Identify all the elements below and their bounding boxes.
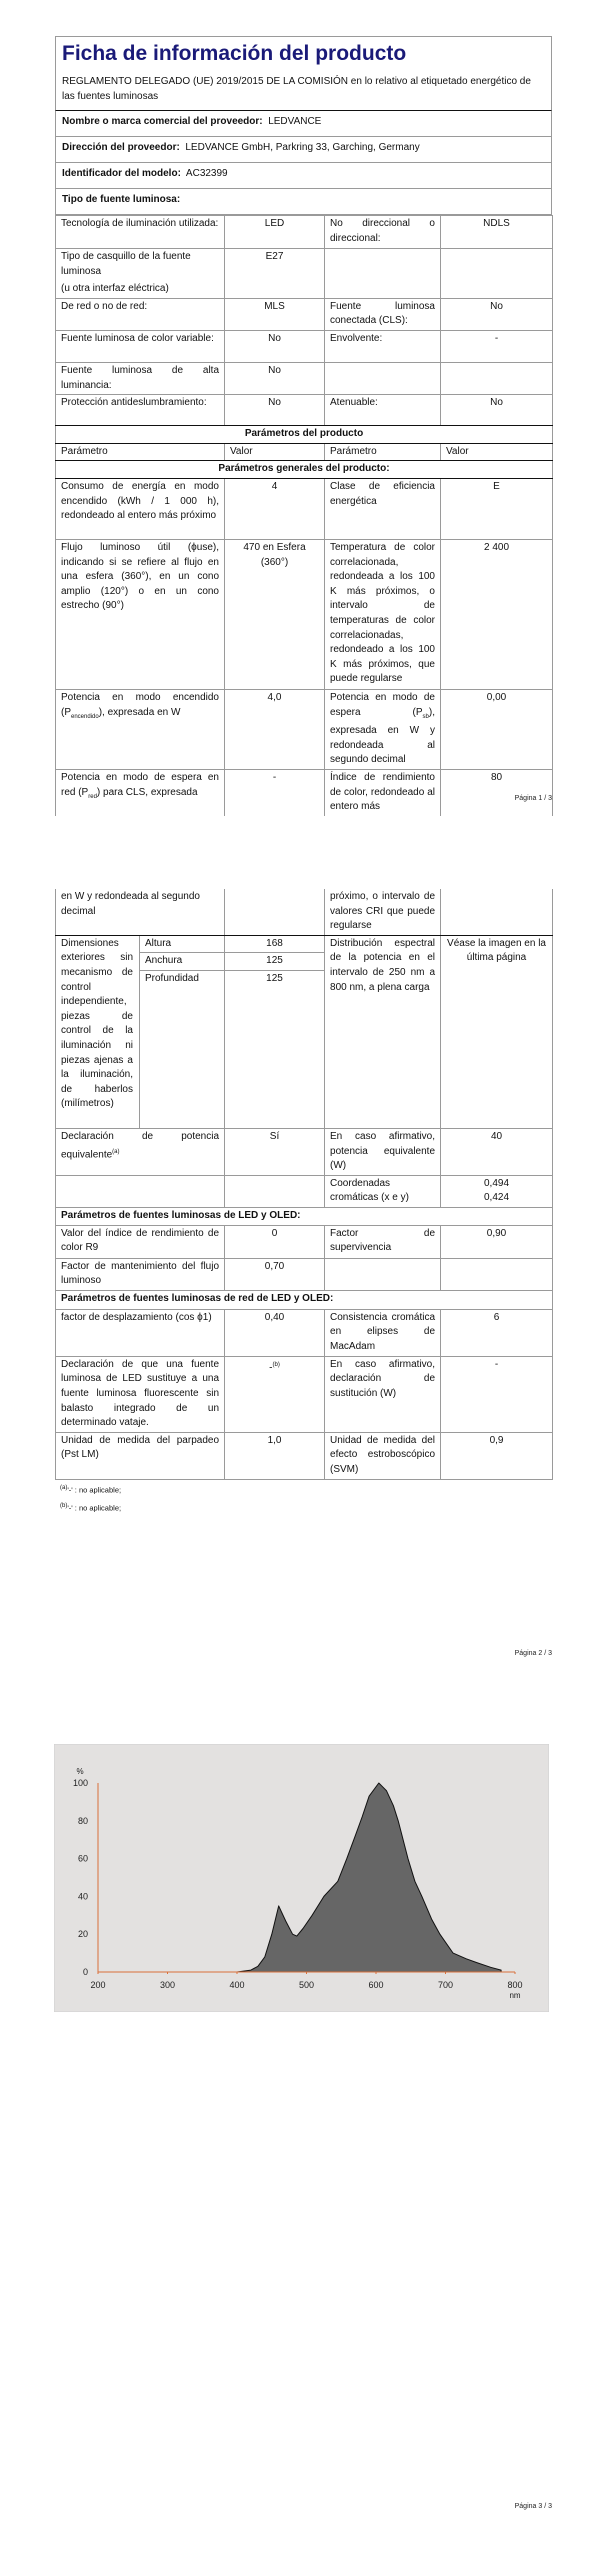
table-row bbox=[56, 539, 553, 689]
footnote-text: '-' : no aplicable; bbox=[67, 1485, 122, 1494]
param-label bbox=[56, 1128, 225, 1175]
section-title: Parámetros de fuentes luminosas de LED y OLED: bbox=[56, 1207, 553, 1225]
param-label bbox=[56, 249, 225, 299]
table-row bbox=[56, 249, 553, 299]
table-row bbox=[56, 889, 553, 935]
param-label-note: (u otra interfaz eléctrica) bbox=[61, 283, 169, 295]
y-tick-label: 60 bbox=[77, 1853, 88, 1864]
value-text: - bbox=[269, 1362, 273, 1374]
param-label: Flujo luminoso útil (ϕuse), indicando si se refiere al flujo en una esfera (360°), en un cono amplio (120°) o en un cono estrecho (90°) bbox=[56, 539, 225, 689]
table-row bbox=[56, 1258, 553, 1290]
param-label bbox=[325, 362, 441, 394]
spec-table-page-1 bbox=[55, 215, 553, 816]
chromaticity-x: 0,494 bbox=[484, 1177, 510, 1189]
page-title: Ficha de información del producto bbox=[62, 42, 407, 65]
model-label: Identificador del modelo: bbox=[62, 168, 181, 179]
x-axis-label: nm bbox=[509, 1991, 521, 2000]
param-label: Consumo de energía en modo encendido (kWh / 1 000 h), redondeado al entero más próximo bbox=[56, 478, 225, 539]
x-tick-label: 600 bbox=[368, 1980, 384, 1990]
table-row bbox=[56, 935, 553, 953]
table-row bbox=[56, 426, 553, 444]
label-text: Potencia en modo de espera (P bbox=[330, 691, 435, 718]
page-number: Página 2 / 3 bbox=[514, 1650, 552, 1657]
supplier-address-value: LEDVANCE GmbH, Parkring 33, Garching, Germany bbox=[185, 142, 420, 153]
table-row bbox=[56, 478, 553, 539]
chromaticity-y: 0,424 bbox=[484, 1192, 510, 1204]
param-label: Factor de mantenimiento del flujo luminoso bbox=[56, 1258, 225, 1290]
supplier-address-label: Dirección del proveedor: bbox=[62, 142, 180, 153]
dimension-value: 125 bbox=[225, 970, 325, 1128]
param-label: Temperatura de color correlacionada, redondeada a los 100 K más próximos, o intervalo de temperaturas de color correlacionadas, redondeado a los 100 K más próximos, que puede regularse bbox=[325, 539, 441, 689]
label-text: Declaración de potencia equivalente bbox=[61, 1130, 220, 1160]
param-value: No bbox=[225, 330, 325, 362]
param-value: E bbox=[441, 478, 553, 539]
table-row bbox=[56, 1128, 553, 1175]
table-row bbox=[56, 362, 553, 394]
page-1 bbox=[55, 36, 552, 816]
param-label-continued: próximo, o intervalo de valores CRI que puede regularse bbox=[325, 889, 441, 935]
footnote-mark: (b) bbox=[60, 1503, 68, 1509]
param-label: Protección antideslumbramiento: bbox=[56, 395, 225, 426]
dimension-value: 168 bbox=[225, 935, 325, 953]
label-text: ) para CLS, expresada bbox=[96, 786, 198, 798]
table-row bbox=[56, 1175, 553, 1207]
param-value: 40 bbox=[441, 1128, 553, 1175]
param-label: Coordenadas cromáticas (x e y) bbox=[325, 1175, 441, 1207]
source-type-label: Tipo de fuente luminosa: bbox=[55, 189, 552, 215]
dimension-name: Altura bbox=[140, 935, 225, 953]
param-label: Fuente luminosa de alta luminancia: bbox=[56, 362, 225, 394]
param-label: Tecnología de iluminación utilizada: bbox=[56, 216, 225, 249]
param-value: MLS bbox=[225, 298, 325, 330]
y-tick-label: 100 bbox=[72, 1778, 88, 1788]
param-value: 470 en Esfera (360°) bbox=[225, 539, 325, 689]
param-label: Fuente luminosa de color variable: bbox=[56, 330, 225, 362]
param-label bbox=[325, 689, 441, 769]
param-label: Factor de supervivencia bbox=[325, 1225, 441, 1258]
dimensions-label: Dimensiones exteriores sin mecanismo de control independiente, piezas de control de la iluminación ni piezas ajenas a la iluminación, de haberlos (milímetros) bbox=[56, 935, 140, 1128]
param-value: No bbox=[441, 395, 553, 426]
param-value: 80 bbox=[441, 769, 553, 815]
x-tick-label: 300 bbox=[159, 1980, 176, 1990]
x-tick-label: 800 bbox=[507, 1980, 523, 1990]
param-value bbox=[441, 889, 553, 935]
column-header: Parámetro bbox=[325, 443, 441, 461]
label-text: ), expresada en W y redondeada al segundo decimal bbox=[330, 706, 435, 766]
param-value: - bbox=[441, 1356, 553, 1432]
model-row bbox=[55, 163, 552, 189]
x-tick-label: 200 bbox=[90, 1980, 106, 1990]
param-value: 0,9 bbox=[441, 1432, 553, 1479]
spectral-power-chart bbox=[54, 1744, 549, 2012]
param-value: 0,40 bbox=[225, 1309, 325, 1356]
param-value bbox=[441, 362, 553, 394]
page-number: Página 1 / 3 bbox=[514, 795, 552, 802]
page-number: Página 3 / 3 bbox=[514, 2503, 552, 2510]
param-value: No bbox=[225, 362, 325, 394]
table-row bbox=[56, 1290, 553, 1309]
supplier-name-row bbox=[55, 111, 552, 137]
table-row bbox=[56, 1356, 553, 1432]
y-tick-label: 20 bbox=[77, 1929, 88, 1940]
spec-table-page-2 bbox=[55, 889, 553, 1480]
footnote bbox=[55, 1480, 552, 1499]
param-value: Sí bbox=[225, 1128, 325, 1175]
param-label bbox=[325, 249, 441, 299]
param-label: En caso afirmativo, potencia equivalente (W) bbox=[325, 1128, 441, 1175]
param-value: 2 400 bbox=[441, 539, 553, 689]
table-row bbox=[56, 1432, 553, 1479]
table-row bbox=[56, 1207, 553, 1225]
param-value bbox=[441, 249, 553, 299]
param-label: Clase de eficiencia energética bbox=[325, 478, 441, 539]
param-value bbox=[225, 1175, 325, 1207]
param-label: Unidad de medida del parpadeo (Pst LM) bbox=[56, 1432, 225, 1479]
param-label: Unidad de medida del efecto estroboscópico (SVM) bbox=[325, 1432, 441, 1479]
table-row bbox=[56, 216, 553, 249]
footnote-mark: (a) bbox=[60, 1484, 68, 1491]
table-row bbox=[56, 330, 553, 362]
dimension-name: Profundidad bbox=[140, 970, 225, 1128]
table-row bbox=[56, 298, 553, 330]
param-value: 0,90 bbox=[441, 1225, 553, 1258]
column-headers bbox=[56, 443, 553, 461]
param-value: - bbox=[225, 769, 325, 815]
param-value: 4 bbox=[225, 478, 325, 539]
param-label: Índice de rendimiento de color, redondeado al entero más bbox=[325, 769, 441, 815]
y-tick-label: 0 bbox=[82, 1967, 88, 1977]
param-value bbox=[441, 1175, 553, 1207]
table-row bbox=[56, 769, 553, 815]
param-label bbox=[56, 769, 225, 815]
header-box bbox=[55, 36, 552, 111]
table-row bbox=[56, 1309, 553, 1356]
param-label: Declaración de que una fuente luminosa de LED sustituye a una fuente luminosa fluorescente sin balasto integrado de un determinado vataje. bbox=[56, 1356, 225, 1432]
param-label: De red o no de red: bbox=[56, 298, 225, 330]
param-label: Envolvente: bbox=[325, 330, 441, 362]
label-text: Potencia en modo encendido (P bbox=[61, 691, 219, 718]
label-text: ), expresada en W bbox=[98, 706, 181, 718]
param-label bbox=[325, 1258, 441, 1290]
label-subscript: sb bbox=[422, 713, 429, 720]
param-value: No bbox=[225, 395, 325, 426]
param-value: 4,0 bbox=[225, 689, 325, 769]
param-value bbox=[225, 1356, 325, 1432]
column-header: Valor bbox=[441, 443, 553, 461]
table-row bbox=[56, 461, 553, 479]
param-value: 1,0 bbox=[225, 1432, 325, 1479]
param-value: 0 bbox=[225, 1225, 325, 1258]
param-value: 6 bbox=[441, 1309, 553, 1356]
param-value: No bbox=[441, 298, 553, 330]
param-label: No direccional o direccional: bbox=[325, 216, 441, 249]
param-label bbox=[56, 689, 225, 769]
x-tick-label: 700 bbox=[437, 1980, 454, 1990]
section-title: Parámetros de fuentes luminosas de red de LED y OLED: bbox=[56, 1290, 553, 1309]
param-value: Véase la imagen en la última página bbox=[441, 935, 553, 1128]
supplier-name-value: LEDVANCE bbox=[268, 116, 322, 127]
param-value: E27 bbox=[225, 249, 325, 299]
param-label bbox=[56, 1175, 225, 1207]
param-label: Distribución espectral de la potencia en el intervalo de 250 nm a 800 nm, a plena carga bbox=[325, 935, 441, 1128]
table-row bbox=[56, 1225, 553, 1258]
label-text: Potencia en modo de espera en red (P bbox=[61, 771, 219, 798]
section-title: Parámetros del producto bbox=[56, 426, 553, 444]
y-tick-label: 80 bbox=[77, 1815, 88, 1826]
param-label: Fuente luminosa conectada (CLS): bbox=[325, 298, 441, 330]
param-label: En caso afirmativo, declaración de sustitución (W) bbox=[325, 1356, 441, 1432]
column-header: Valor bbox=[225, 443, 325, 461]
param-label-continued: en W y redondeada al segundo decimal bbox=[56, 889, 225, 935]
param-label: Consistencia cromática en elipses de MacAdam bbox=[325, 1309, 441, 1356]
param-label-text: Tipo de casquillo de la fuente luminosa bbox=[61, 251, 191, 277]
footnote-ref: (b) bbox=[272, 1361, 280, 1368]
footnote-ref: (a) bbox=[112, 1148, 120, 1155]
supplier-address-row bbox=[55, 137, 552, 163]
param-value bbox=[441, 1258, 553, 1290]
param-value: - bbox=[441, 330, 553, 362]
param-value: LED bbox=[225, 216, 325, 249]
dimension-name: Anchura bbox=[140, 953, 225, 971]
param-value: 0,70 bbox=[225, 1258, 325, 1290]
page-2 bbox=[55, 889, 552, 1517]
table-row bbox=[56, 395, 553, 426]
table-row bbox=[56, 689, 553, 769]
footnote bbox=[55, 1498, 552, 1517]
x-tick-label: 500 bbox=[298, 1980, 315, 1990]
model-value: AC32399 bbox=[185, 168, 228, 179]
param-value bbox=[225, 889, 325, 935]
y-axis-label: % bbox=[76, 1767, 84, 1776]
y-tick-label: 40 bbox=[77, 1891, 88, 1902]
param-value: 0,00 bbox=[441, 689, 553, 769]
param-value: NDLS bbox=[441, 216, 553, 249]
param-label: factor de desplazamiento (cos ϕ1) bbox=[56, 1309, 225, 1356]
param-label: Valor del índice de rendimiento de color R9 bbox=[56, 1225, 225, 1258]
column-header: Parámetro bbox=[56, 443, 225, 461]
label-subscript: encendido bbox=[71, 713, 99, 720]
section-title: Parámetros generales del producto: bbox=[56, 461, 553, 479]
x-tick-label: 400 bbox=[229, 1980, 245, 1990]
param-label: Atenuable: bbox=[325, 395, 441, 426]
supplier-name-label: Nombre o marca comercial del proveedor: bbox=[62, 116, 263, 127]
regulation-subtitle: REGLAMENTO DELEGADO (UE) 2019/2015 DE LA COMISIÓN en lo relativo al etiquetado energético de las fuentes luminosas bbox=[62, 76, 531, 102]
footnote-text: '-' : no aplicable; bbox=[67, 1503, 122, 1513]
dimension-value: 125 bbox=[225, 953, 325, 971]
label-subscript: red bbox=[88, 793, 97, 800]
